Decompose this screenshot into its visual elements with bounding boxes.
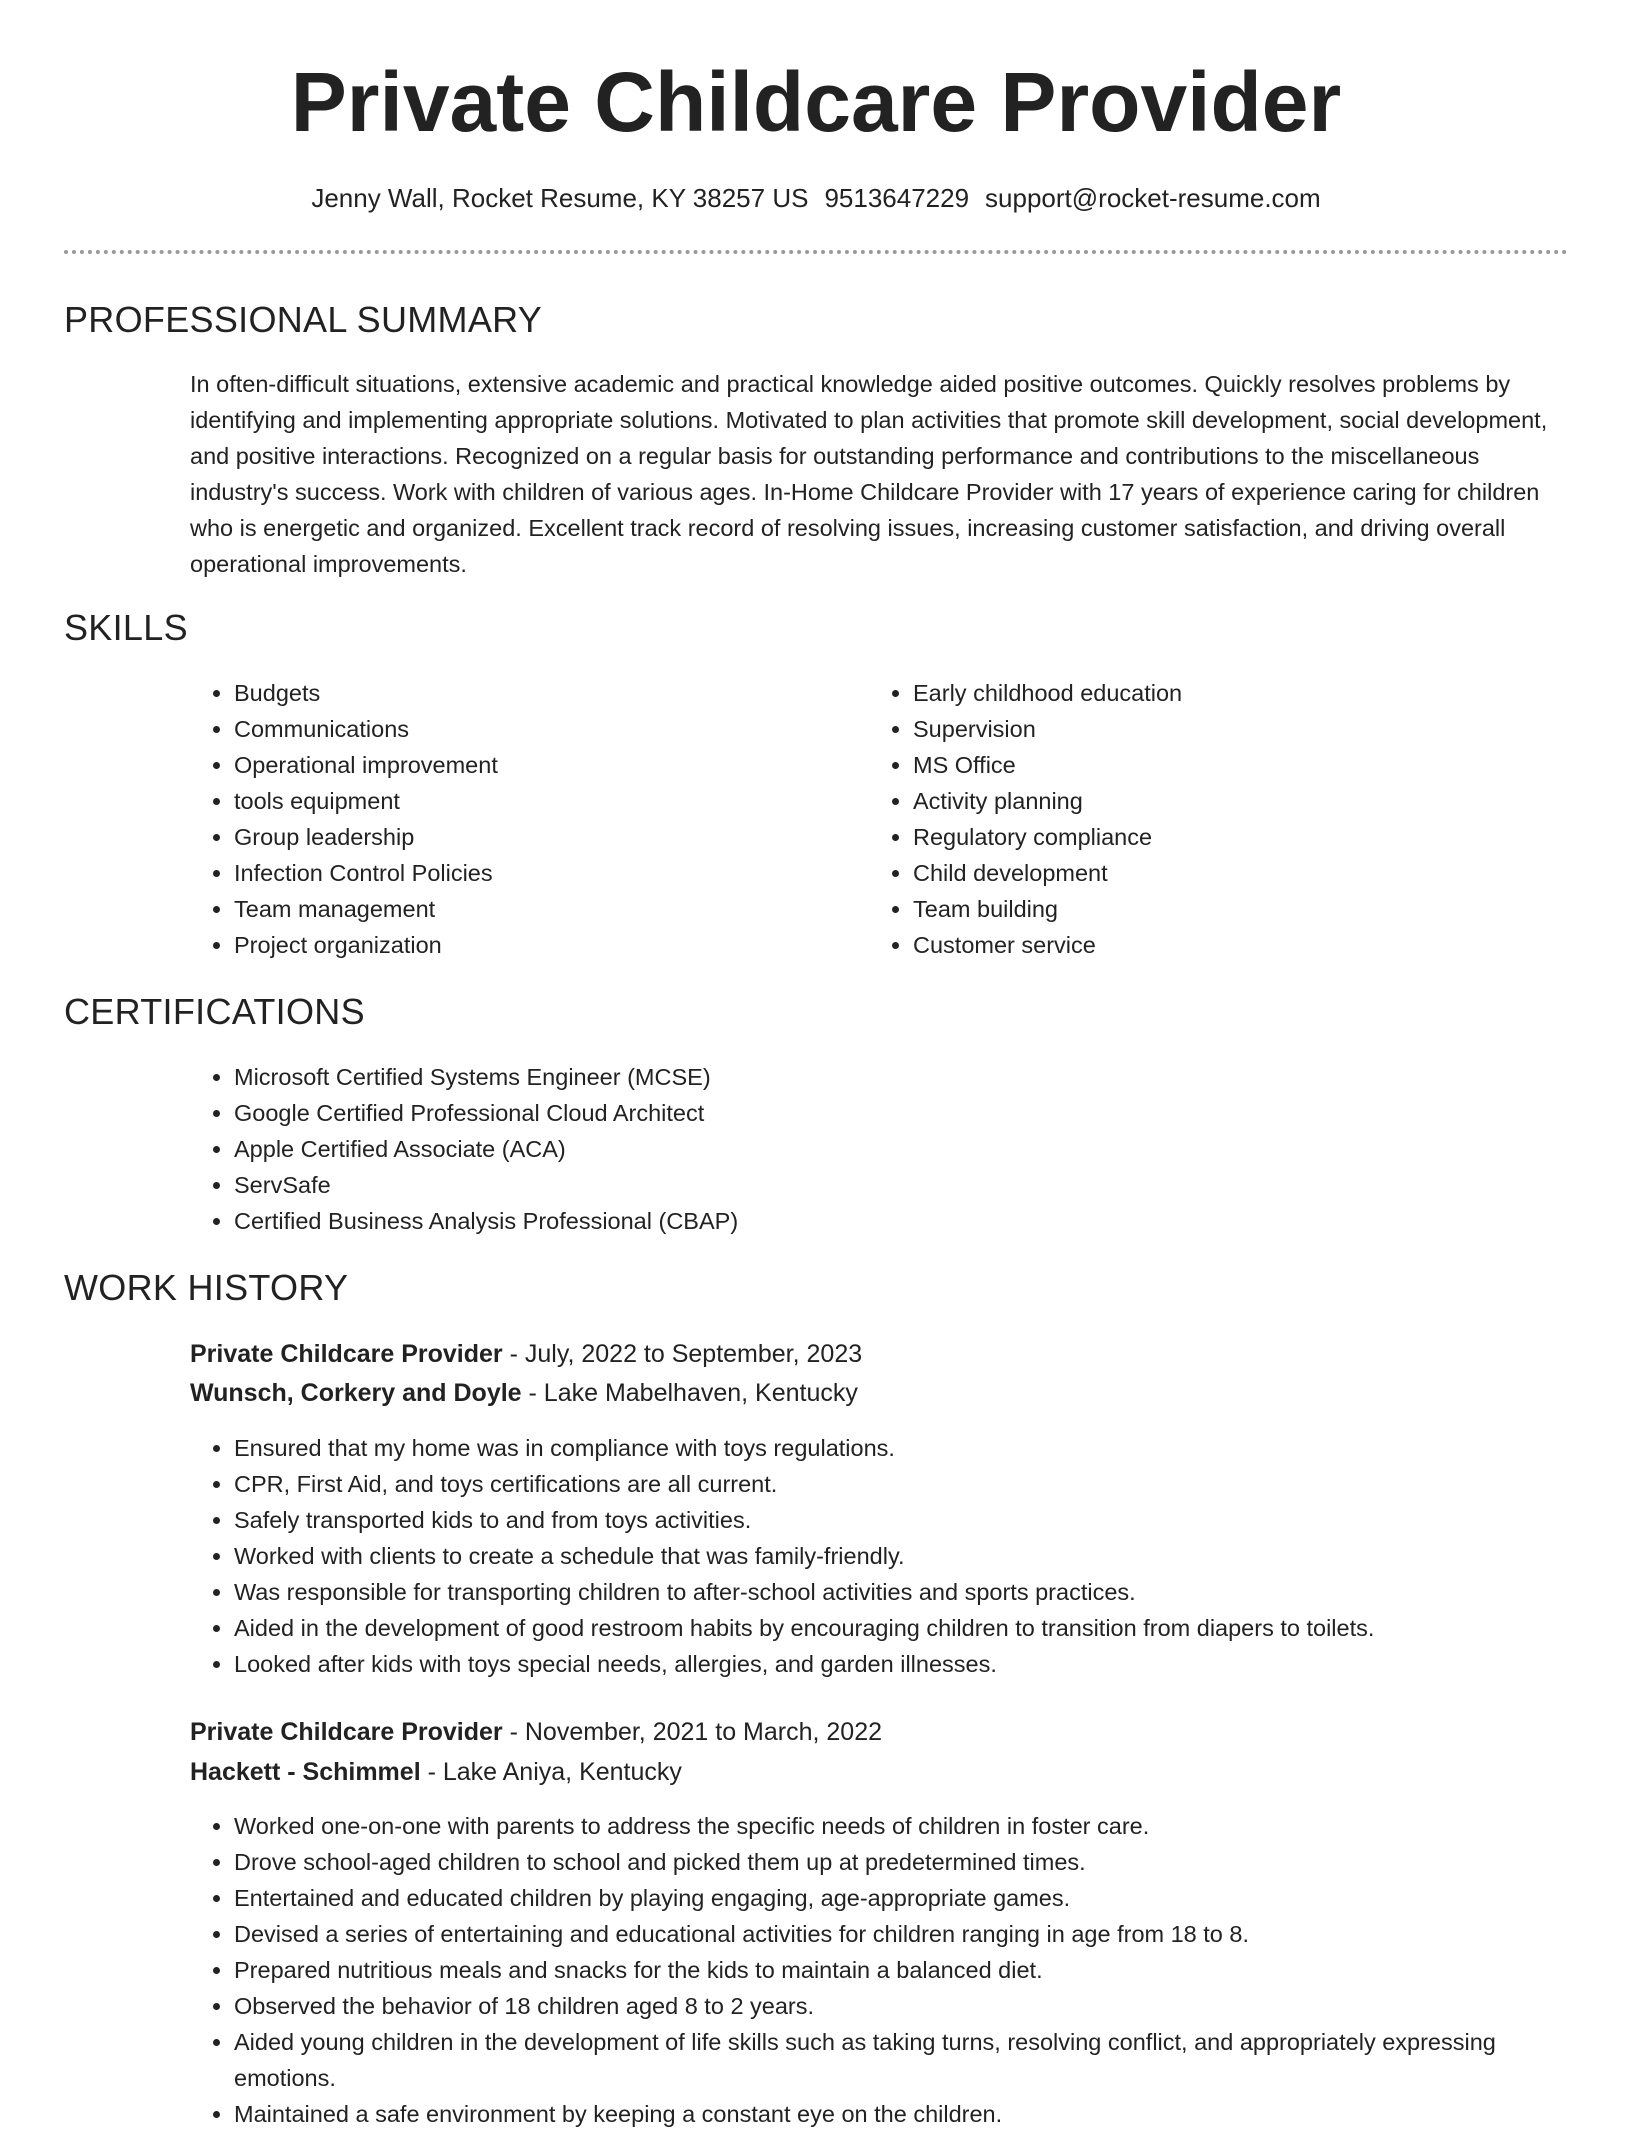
summary-text: In often-difficult situations, extensive academic and practical knowledge aided positive outcomes. Quickly resolves problems by identifying and implementing appropriate solutions. Motivated to plan activities that promote skill development, social development, and positive interactions. Recognized on a regular basis for outstanding performance and contributions to the miscellaneous industry's success. Work with children of various ages. In-Home Childcare Provider with 17 years of experience caring for children who is energetic and organized. Excellent track record of resolving issues, increasing customer satisfaction, and driving overall operational improvements. — [190, 371, 1548, 577]
list-item: • Communications — [234, 711, 834, 747]
skills-list-right — [869, 675, 1513, 963]
list-item: • Maintained a safe environment by keeping a constant eye on the children. — [234, 2096, 1534, 2132]
list-item: • Entertained and educated children by playing engaging, age-appropriate games. — [234, 1880, 1534, 1916]
list-item: • Was responsible for transporting children to after-school activities and sports practices. — [234, 1574, 1632, 1610]
summary-heading: PROFESSIONAL SUMMARY — [64, 299, 543, 340]
list-item: • Looked after kids with toys special needs, allergies, and garden illnesses. — [234, 1646, 1632, 1682]
contact-phone: 9513647229 — [824, 183, 970, 213]
list-item: • tools equipment — [234, 783, 834, 819]
list-item: • Child development — [913, 855, 1513, 891]
job-2-title-line — [190, 1712, 882, 1752]
list-item: • Aided young children in the development of life skills such as taking turns, resolving conflict, and appropriately expressing emotions. — [234, 2024, 1534, 2096]
job-2-company-line — [190, 1752, 682, 1792]
list-item: • Project organization — [234, 927, 834, 963]
job-1-company: Wunsch, Corkery and Doyle — [190, 1379, 522, 1407]
list-item: • CPR, First Aid, and toys certifications are all current. — [234, 1466, 1632, 1502]
skills-list-left — [190, 675, 834, 963]
job-2-company: Hackett - Schimmel — [190, 1758, 421, 1786]
contact-email: support@rocket-resume.com — [985, 183, 1321, 213]
job-2-title: Private Childcare Provider — [190, 1718, 503, 1746]
list-item: • Worked one-on-one with parents to address the specific needs of children in foster care. — [234, 1808, 1534, 1844]
job-1-dates: - July, 2022 to September, 2023 — [502, 1340, 863, 1368]
list-item: • Infection Control Policies — [234, 855, 834, 891]
job-1-company-line — [190, 1373, 858, 1413]
list-item: • ServSafe — [234, 1167, 1534, 1203]
job-1-location: - Lake Mabelhaven, Kentucky — [521, 1379, 858, 1407]
job-2-location: - Lake Aniya, Kentucky — [420, 1758, 682, 1786]
list-item: • Apple Certified Associate (ACA) — [234, 1131, 1534, 1167]
list-item: • Customer service — [913, 927, 1513, 963]
list-item: • Early childhood education — [913, 675, 1513, 711]
list-item: • Microsoft Certified Systems Engineer (MCSE) — [234, 1059, 1534, 1095]
list-item: • Group leadership — [234, 819, 834, 855]
contact-address: Jenny Wall, Rocket Resume, KY 38257 US — [311, 183, 809, 213]
list-item: • Devised a series of entertaining and educational activities for children ranging in age from 18 to 8. — [234, 1916, 1534, 1952]
list-item: • Drove school-aged children to school and picked them up at predetermined times. — [234, 1844, 1534, 1880]
list-item: • Supervision — [913, 711, 1513, 747]
list-item: • Safely transported kids to and from toys activities. — [234, 1502, 1632, 1538]
work-history-heading: WORK HISTORY — [64, 1267, 349, 1308]
list-item: • MS Office — [913, 747, 1513, 783]
resume-title: Private Childcare Provider — [290, 55, 1342, 149]
certifications-list — [190, 1059, 1534, 1239]
certifications-heading: CERTIFICATIONS — [64, 991, 365, 1032]
list-item: • Prepared nutritious meals and snacks for the kids to maintain a balanced diet. — [234, 1952, 1534, 1988]
list-item: • Worked with clients to create a schedule that was family-friendly. — [234, 1538, 1632, 1574]
contact-line — [0, 180, 1632, 216]
list-item: • Team management — [234, 891, 834, 927]
list-item: • Aided in the development of good restroom habits by encouraging children to transition from diapers to toilets. — [234, 1610, 1632, 1646]
header-divider — [64, 250, 1568, 254]
list-item: • Operational improvement — [234, 747, 834, 783]
list-item: • Ensured that my home was in compliance with toys regulations. — [234, 1430, 1632, 1466]
job-1-title: Private Childcare Provider — [190, 1340, 503, 1368]
list-item: • Activity planning — [913, 783, 1513, 819]
job-2-dates: - November, 2021 to March, 2022 — [502, 1718, 883, 1746]
job-2-duties — [190, 1808, 1534, 2132]
list-item: • Certified Business Analysis Professional (CBAP) — [234, 1203, 1534, 1239]
job-1-title-line — [190, 1334, 862, 1374]
list-item: • Google Certified Professional Cloud Architect — [234, 1095, 1534, 1131]
list-item: • Regulatory compliance — [913, 819, 1513, 855]
list-item: • Observed the behavior of 18 children aged 8 to 2 years. — [234, 1988, 1534, 2024]
list-item: • Team building — [913, 891, 1513, 927]
job-1-duties — [190, 1430, 1632, 1682]
skills-heading: SKILLS — [64, 607, 188, 648]
list-item: • Budgets — [234, 675, 834, 711]
